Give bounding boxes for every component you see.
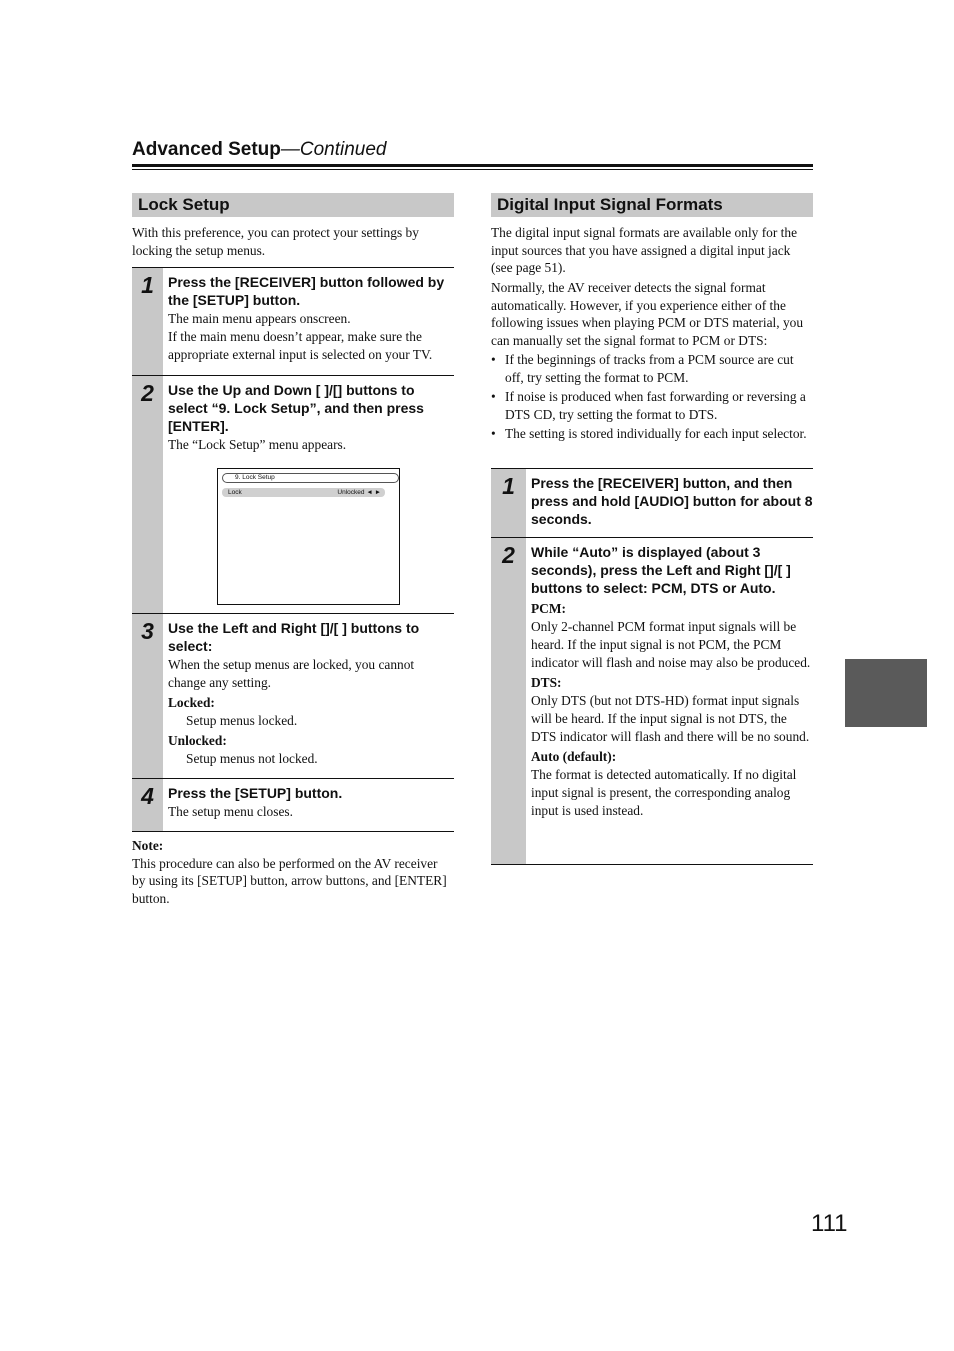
step-body-line: If the main menu doesn’t appear, make sure the appropriate external input is selected on your TV. — [168, 329, 433, 362]
step-number: 1 — [132, 268, 163, 375]
option-label: Unlocked: — [168, 733, 227, 748]
note-text: This procedure can also be performed on the AV receiver by using its [SETUP] button, arrow buttons, and [ENTER] button. — [132, 855, 447, 906]
step-number: 2 — [132, 376, 163, 613]
option-desc: Only 2-channel PCM format input signals will be heard. If the input signal is not PCM, the PCM indicator will flash and noise may also be produced. — [531, 619, 811, 670]
digital-input-para-2: Normally, the AV receiver detects the signal format automatically. However, if you experience either of the following issues when playing PCM or DTS material, you can manually set the signal format to PCM or DTS: — [491, 280, 804, 348]
step-number: 1 — [491, 469, 526, 537]
option-desc: Only DTS (but not DTS-HD) format input signals will be heard. If the input signal is not DTS, the DTS indicator will flash and there will be no sound. — [531, 693, 810, 744]
step-heading: Press the [RECEIVER] button, and then press and hold [AUDIO] button for about 8 seconds. — [531, 475, 813, 527]
header-continued: —Continued — [280, 139, 387, 160]
step-1 — [132, 268, 454, 376]
header-rule — [132, 164, 813, 167]
step-number: 4 — [132, 779, 163, 831]
screen-menu-title: 9. Lock Setup — [222, 473, 399, 483]
page-header — [132, 139, 813, 161]
option-label: Auto (default): — [531, 749, 617, 764]
step-number: 3 — [132, 614, 163, 778]
step-2 — [491, 538, 813, 865]
bullet-item: • If noise is produced when fast forwarding or reversing a DTS CD, try setting the format to DTS. — [491, 388, 813, 423]
lock-setup-intro: With this preference, you can protect your settings by locking the setup menus. — [132, 225, 419, 258]
step-body-line: The main menu appears onscreen. — [168, 311, 351, 326]
digital-input-steps — [491, 468, 813, 865]
screen-lock-row — [222, 488, 385, 497]
bullet-item: • The setting is stored individually for each input selector. — [491, 425, 813, 443]
step-body-line: The “Lock Setup” menu appears. — [168, 437, 347, 452]
digital-input-para-1: The digital input signal formats are available only for the input sources that you have assigned a digital input jack (see page 51). — [491, 225, 798, 276]
lock-setup-heading: Lock Setup — [132, 193, 454, 217]
step-number: 2 — [491, 538, 526, 864]
option-label: DTS: — [531, 675, 562, 690]
step-heading: While “Auto” is displayed (about 3 seconds), press the Left and Right []/[ ] buttons to select: PCM, DTS or Auto. — [531, 544, 791, 596]
option-desc: Setup menus locked. — [186, 713, 298, 728]
step-body-line: When the setup menus are locked, you cannot change any setting. — [168, 657, 415, 690]
step-heading: Press the [RECEIVER] button followed by the [SETUP] button. — [168, 274, 445, 308]
header-title: Advanced Setup — [132, 139, 281, 160]
note — [132, 837, 454, 907]
step-3 — [132, 614, 454, 779]
lock-setup-steps — [132, 267, 454, 832]
option-label: PCM: — [531, 601, 566, 616]
step-heading: Press the [SETUP] button. — [168, 785, 343, 801]
digital-input-bullets — [491, 351, 813, 445]
bullet-item: • If the beginnings of tracks from a PCM source are cut off, try setting the format to PCM. — [491, 351, 813, 386]
option-desc: Setup menus not locked. — [186, 751, 318, 766]
lock-setup-screen — [217, 468, 400, 605]
step-4 — [132, 779, 454, 832]
header-rule-thin — [132, 169, 813, 170]
chapter-tab — [845, 659, 927, 727]
step-heading: Use the Up and Down [ ]/[] buttons to select “9. Lock Setup”, and then press [ENTER]. — [168, 382, 424, 434]
note-title: Note: — [132, 838, 164, 853]
step-body-line: The setup menu closes. — [168, 804, 293, 819]
option-label: Locked: — [168, 695, 215, 710]
step-2 — [132, 376, 454, 614]
digital-input-heading: Digital Input Signal Formats — [491, 193, 813, 217]
screen-row-value: Unlocked ◄ ► — [337, 489, 381, 496]
step-1 — [491, 469, 813, 538]
screen-row-label: Lock — [228, 489, 242, 496]
step-heading: Use the Left and Right []/[ ] buttons to select: — [168, 620, 420, 654]
option-desc: The format is detected automatically. If no digital input signal is present, the corresponding analog input is used instead. — [531, 767, 797, 818]
page-number: 111 — [811, 1210, 848, 1237]
